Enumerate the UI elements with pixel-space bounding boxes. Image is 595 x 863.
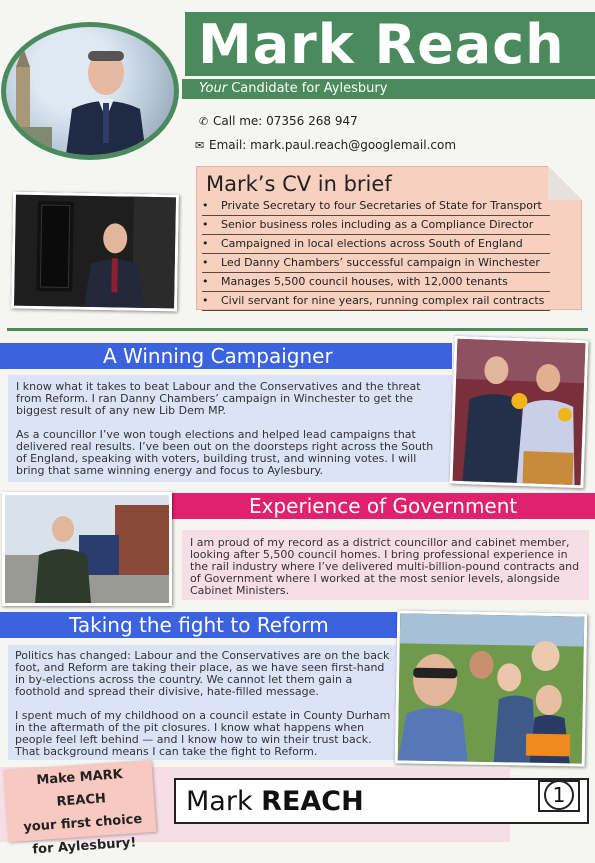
government-section-title: Experience of Government (249, 494, 518, 518)
cv-item-text: Civil servant for nine years, running complex rail contracts (221, 294, 545, 307)
cv-bullet: • (202, 199, 209, 212)
street-illustration (5, 495, 169, 603)
reform-section-title: Taking the fight to Reform (69, 613, 329, 637)
downing-street-photo (11, 192, 179, 312)
cv-item (202, 197, 550, 216)
government-text (190, 537, 584, 609)
cv-item-text: Campaigned in local elections across South of England (221, 237, 523, 250)
cv-item (202, 254, 550, 273)
cv-bullet: • (202, 275, 209, 288)
candidate-portrait (1, 22, 179, 160)
tagline-emphasis: Your (199, 81, 228, 96)
phone-line (199, 114, 358, 128)
reform-text (15, 650, 393, 770)
email-text[interactable]: Email: mark.paul.reach@googlemail.com (209, 138, 457, 152)
downing-street-illustration (14, 195, 176, 309)
envelope-icon: ✉ (195, 139, 205, 152)
cv-page-curl (548, 166, 582, 200)
cv-item-text: Private Secretary to four Secretaries of State for Transport (221, 199, 542, 212)
cv-bullet: • (202, 218, 209, 231)
cv-item (202, 273, 550, 292)
phone-icon: ✆ (199, 115, 209, 128)
cv-item-text: Manages 5,500 council houses, with 12,000 tenants (221, 275, 508, 288)
tagline (199, 80, 387, 98)
cta-line-1: Make MARK REACH (35, 767, 124, 810)
government-paragraph-1: I am proud of my record as a district councillor and cabinet member, looking after 5,500 council homes. I bring professional experience in the rail industry where I’ve delivered multi-billion-pound contracts and of Government where I worked at the most senior levels, alongside Cabinet Ministers. (190, 536, 580, 597)
ballot-last-name: REACH (261, 786, 364, 817)
ballot-choice-number: 1 (544, 780, 574, 810)
cv-item (202, 216, 550, 235)
cv-item (202, 292, 550, 311)
cv-list (202, 197, 550, 311)
phone-text[interactable]: Call me: 07356 268 947 (213, 114, 358, 128)
cv-bullet: • (202, 237, 209, 250)
cv-item-text: Senior business roles including as a Compliance Director (221, 218, 534, 231)
cta-line-3: for Aylesbury! (32, 835, 137, 858)
winning-section-title: A Winning Campaigner (103, 344, 333, 368)
street-photo (2, 492, 172, 606)
reform-paragraph-1: Politics has changed: Labour and the Conservatives are on the back foot, and Reform are taking their place, as we have seen first-hand in by-elections across the country. We cannot let them gain a foothold and spread their divisive, hate-filled message. (15, 649, 390, 698)
ballot-first-name: Mark (186, 786, 262, 817)
winning-text (16, 381, 444, 489)
tagline-rest: Candidate for Aylesbury (227, 81, 388, 96)
green-divider (7, 328, 588, 331)
cv-item-text: Led Danny Chambers’ successful campaign in Winchester (221, 256, 540, 269)
cv-bullet: • (202, 294, 209, 307)
portrait-illustration (6, 27, 174, 155)
winning-paragraph-2: As a councillor I’ve won tough elections and helped lead campaigns that delivered real results. I’ve been out on the doorsteps right across the South of England, speaking with voters, building trust, and winning votes. I will bring that same winning energy and focus to Aylesbury. (16, 428, 434, 477)
cv-bullet: • (202, 256, 209, 269)
cv-item (202, 235, 550, 254)
supporters-illustration (398, 613, 585, 763)
cta-text (9, 761, 155, 863)
supporters-photo (395, 610, 588, 766)
cta-line-2: your first choice (22, 811, 143, 836)
cv-title: Mark’s CV in brief (206, 172, 392, 196)
email-line (195, 138, 456, 152)
campaigners-illustration (453, 339, 586, 485)
reform-paragraph-2: I spent much of my childhood on a council estate in County Durham in the aftermath of the pit closures. I know what happens when people feel left behind — and I know how to win their trust back. That background means I can take the fight to Reform. (15, 709, 391, 758)
candidate-name: Mark Reach (198, 13, 565, 76)
ballot-name (186, 784, 364, 820)
campaigners-photo (449, 336, 588, 489)
winning-paragraph-1: I know what it takes to beat Labour and the Conservatives and the threat from Reform. I ran Danny Chambers’ campaign in Winchester to get the biggest result of any new Lib Dem MP. (16, 380, 421, 417)
